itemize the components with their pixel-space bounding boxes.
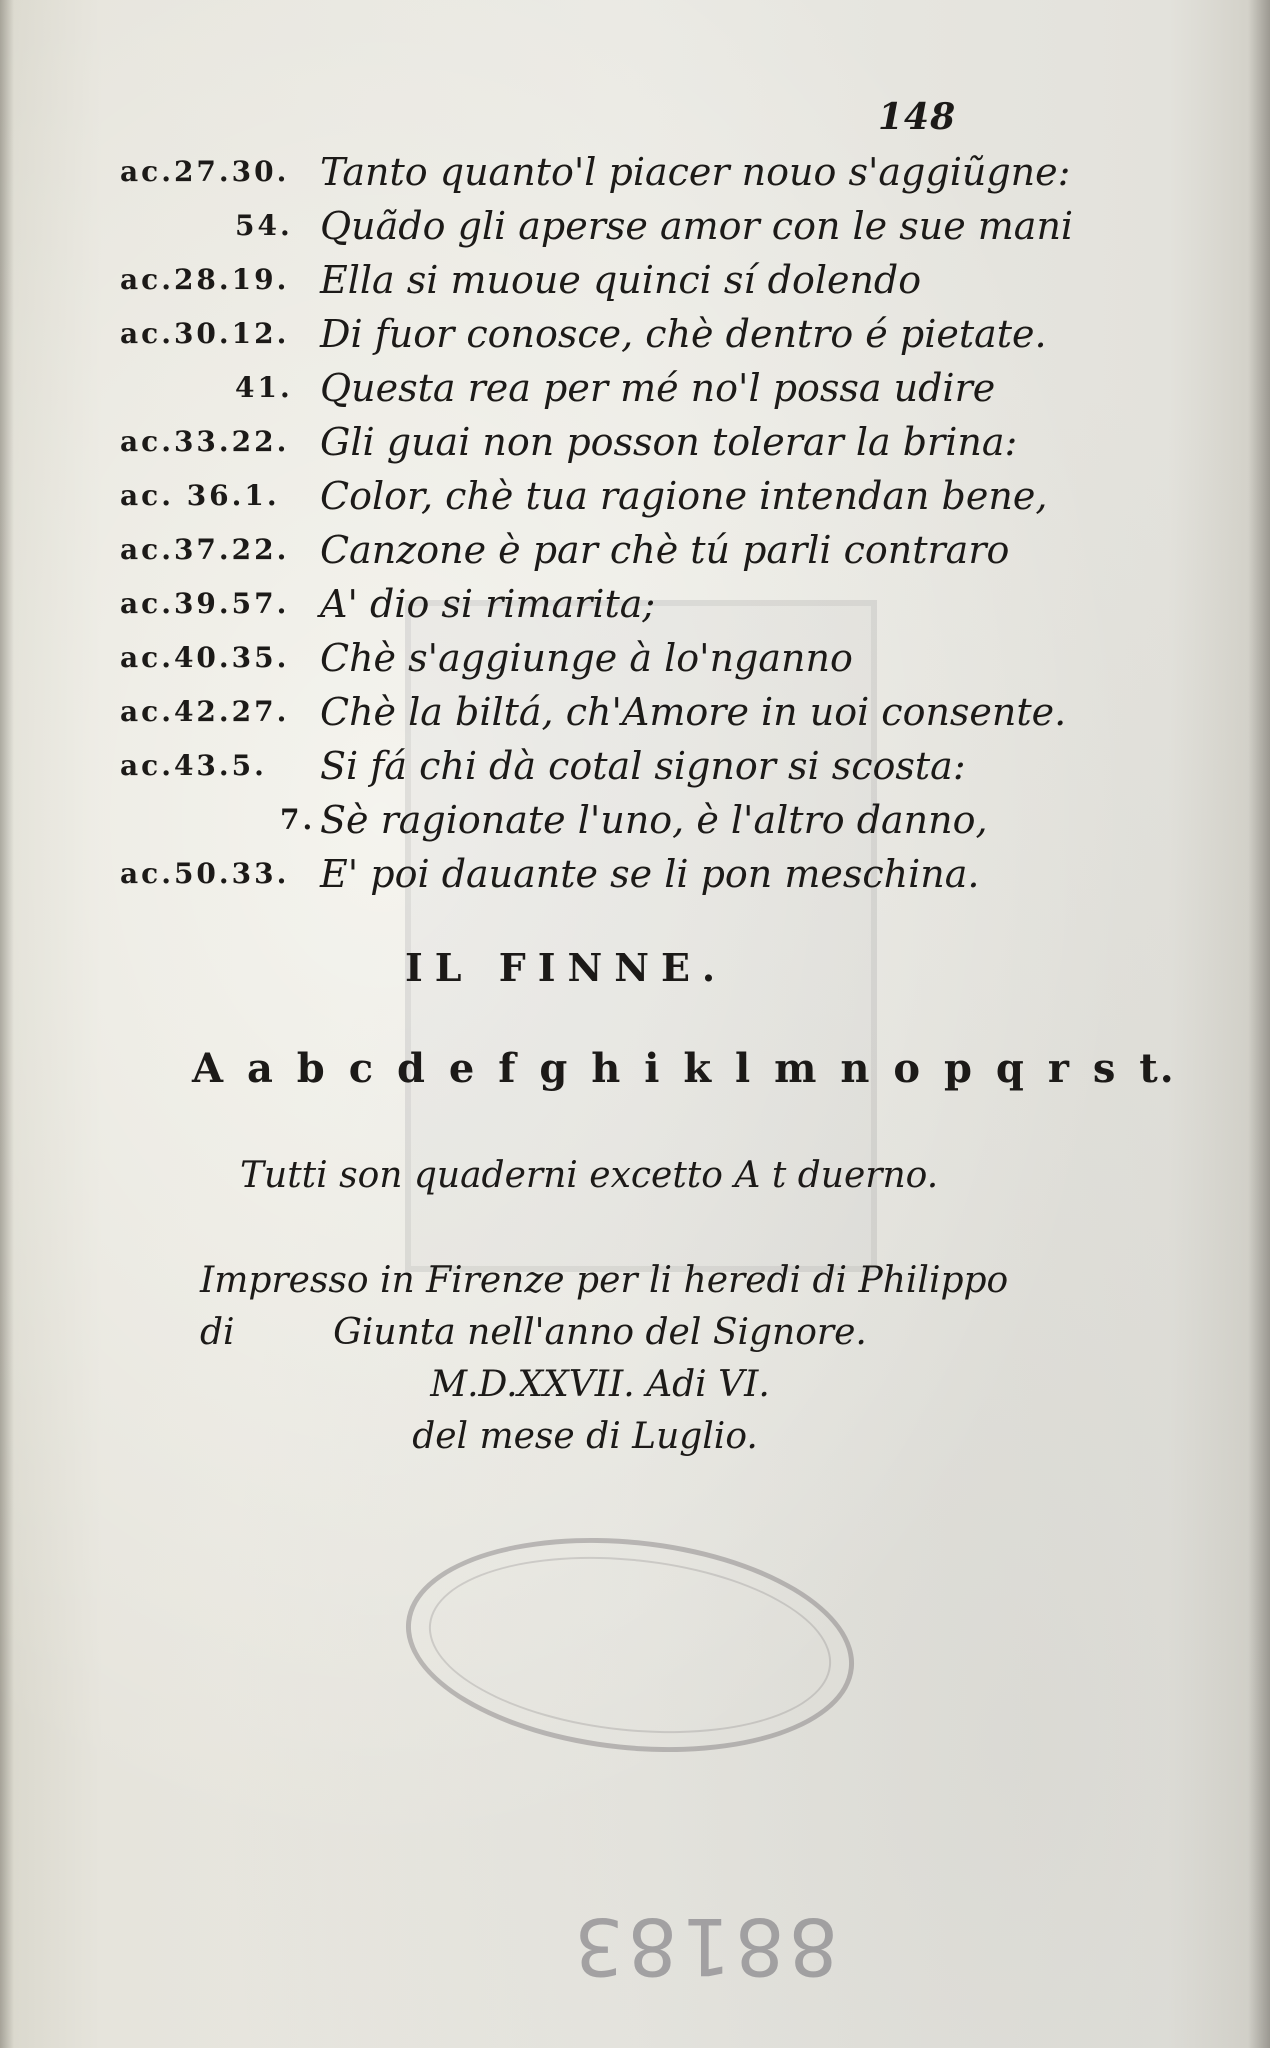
errata-reference: ac.39.57.: [120, 587, 290, 620]
errata-row: [120, 361, 1020, 415]
library-stamp: [395, 1517, 864, 1773]
errata-text: Questa rea per mé no'l possa udire: [320, 366, 996, 410]
errata-text: Chè la biltá, ch'Amore in uoi consente.: [320, 690, 1067, 734]
errata-reference: ac.30.12.: [120, 317, 290, 350]
errata-row: [120, 685, 1067, 739]
errata-row: [120, 415, 1020, 469]
errata-row: [120, 631, 1020, 685]
colophon-line: del mese di Luglio.: [412, 1416, 758, 1457]
finis-heading: IL FINNE.: [405, 945, 728, 990]
errata-text: Quãdo gli aperse amor con le sue mani: [320, 204, 1074, 248]
quire-note: Tutti son quaderni excetto A t duerno.: [240, 1155, 939, 1196]
signature-register: A a b c d e f g h i k l m n o p q r s t.: [192, 1045, 1176, 1092]
colophon-line: Impresso in Firenze per li heredi di Philippo di: [200, 1260, 1009, 1353]
errata-reference: ac.50.33.: [120, 857, 290, 890]
colophon-line: M.D.XXVII. Adi VI.: [430, 1364, 770, 1405]
errata-reference: ac. 36.1.: [120, 479, 280, 512]
errata-row: [120, 469, 1048, 523]
errata-reference: 41.: [235, 371, 293, 404]
errata-text: Ella si muoue quinci sí dolendo: [320, 258, 922, 302]
colophon: [160, 1255, 1040, 1463]
errata-text: Chè s'aggiunge à lo'nganno: [320, 636, 853, 680]
errata-text: Si fá chi dà cotal signor si scosta:: [320, 744, 966, 788]
shelfmark-pencil-note: 88183: [570, 1900, 839, 1990]
errata-row: [120, 847, 1020, 901]
errata-text: Tanto quanto'l piacer nouo s'aggiũgne:: [320, 150, 1071, 194]
errata-reference: ac.27.30.: [120, 155, 290, 188]
errata-row: [120, 793, 1020, 847]
errata-text: Canzone è par chè tú parli contraro: [320, 528, 1010, 572]
errata-row: [120, 523, 1020, 577]
errata-reference: ac.42.27.: [120, 695, 290, 728]
errata-text: Gli guai non posson tolerar la brina:: [320, 420, 1018, 464]
errata-row: [120, 739, 1020, 793]
errata-reference: ac.40.35.: [120, 641, 290, 674]
page-number: 148: [878, 96, 957, 138]
errata-text: Sè ragionate l'uno, è l'altro danno,: [320, 798, 988, 842]
errata-list: [120, 145, 1074, 901]
errata-text: Di fuor conosce, chè dentro é pietate.: [320, 312, 1047, 356]
errata-row: [120, 199, 1074, 253]
errata-text: Color, chè tua ragione intendan bene,: [320, 474, 1048, 518]
errata-row: [120, 307, 1047, 361]
colophon-line: Giunta nell'anno del Signore.: [333, 1312, 867, 1353]
errata-reference: ac.28.19.: [120, 263, 290, 296]
errata-text: A' dio si rimarita;: [320, 582, 656, 626]
errata-reference: ac.33.22.: [120, 425, 290, 458]
errata-reference: 54.: [235, 209, 293, 242]
errata-text: E' poi dauante se li pon meschina.: [320, 852, 980, 896]
errata-row: [120, 253, 1020, 307]
errata-reference: ac.43.5.: [120, 749, 267, 782]
errata-row: [120, 577, 1020, 631]
errata-row: [120, 145, 1071, 199]
errata-reference: 7.: [280, 803, 316, 836]
errata-reference: ac.37.22.: [120, 533, 290, 566]
